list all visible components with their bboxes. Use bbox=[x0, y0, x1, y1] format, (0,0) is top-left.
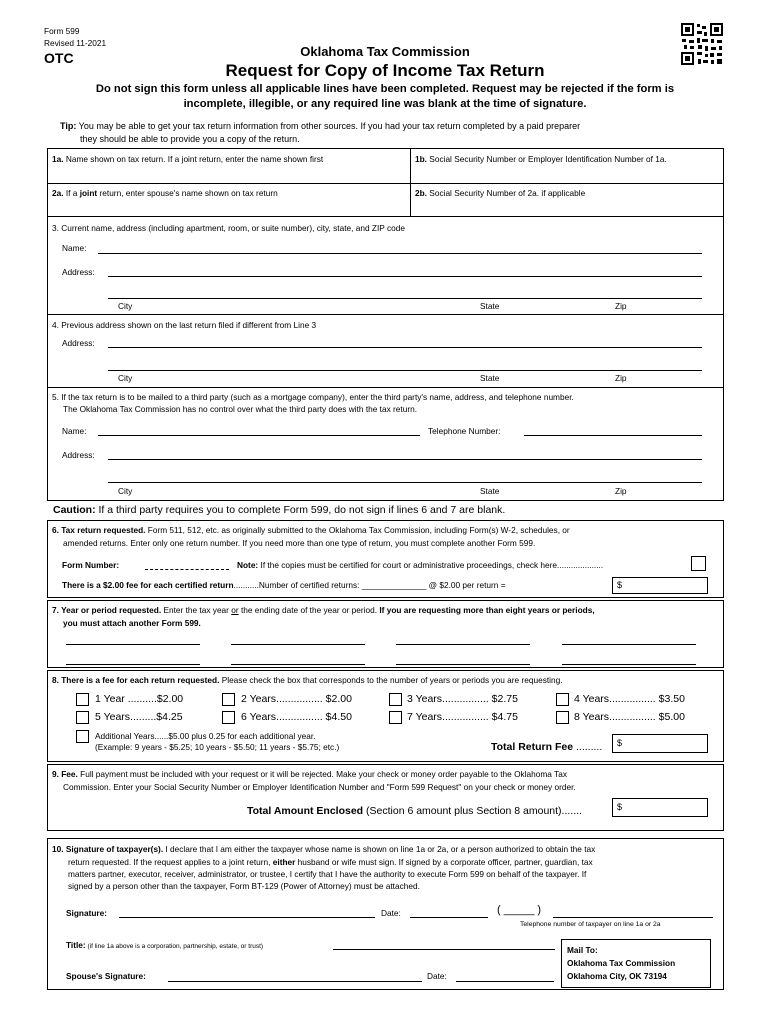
line-5-address-field[interactable] bbox=[108, 459, 702, 460]
line-3-name-field[interactable] bbox=[98, 253, 702, 254]
line-1a-label: 1a. Name shown on tax return. If a joint return, enter the name shown first bbox=[52, 154, 324, 164]
line-3-name-label: Name: bbox=[62, 243, 87, 253]
year-field-7[interactable] bbox=[396, 664, 530, 665]
line-5-address-label: Address: bbox=[62, 450, 95, 460]
fee-option-1-year: 1 Year ..........$2.00 bbox=[95, 693, 184, 705]
line-5-label-2: The Oklahoma Tax Commission has no control over what the third party does with the tax return. bbox=[63, 404, 418, 414]
certified-fee-field[interactable]: $ bbox=[612, 577, 708, 594]
year-field-3[interactable] bbox=[396, 644, 530, 645]
fee-checkbox-1-year[interactable] bbox=[76, 693, 89, 706]
date-field[interactable] bbox=[410, 917, 488, 918]
fee-option-8-years: 8 Years................ $5.00 bbox=[574, 711, 685, 723]
line-7-label-1: 7. Year or period requested. Enter the tax year or the ending date of the year or period. If you are requesting more than eight years or periods, bbox=[52, 605, 595, 615]
mail-to-address: Oklahoma City, OK 73194 bbox=[567, 971, 667, 981]
year-field-2[interactable] bbox=[231, 644, 365, 645]
qr-code-icon bbox=[680, 22, 724, 66]
line-5-name-label: Name: bbox=[62, 426, 87, 436]
mail-to-box bbox=[561, 939, 711, 988]
revised-date: Revised 11-2021 bbox=[44, 38, 107, 48]
fee-checkbox-7-years[interactable] bbox=[389, 711, 402, 724]
fee-checkbox-6-years[interactable] bbox=[222, 711, 235, 724]
fee-checkbox-8-years[interactable] bbox=[556, 711, 569, 724]
line-4-state-label: State bbox=[480, 373, 500, 383]
date-label: Date: bbox=[381, 908, 401, 918]
agency-name: Oklahoma Tax Commission bbox=[300, 44, 470, 59]
line-5-name-field[interactable] bbox=[98, 435, 420, 436]
fee-checkbox-5-years[interactable] bbox=[76, 711, 89, 724]
line-5-label-1: 5. If the tax return is to be mailed to a third party (such as a mortgage company), enter the third party's name, address, and telephone number. bbox=[52, 392, 574, 402]
year-field-5[interactable] bbox=[66, 664, 200, 665]
total-return-fee-field[interactable]: $ bbox=[612, 734, 708, 753]
page-title: Request for Copy of Income Tax Return bbox=[225, 61, 545, 80]
line-4-city-label: City bbox=[118, 373, 133, 383]
line-8-label: 8. There is a fee for each return requested. Please check the box that corresponds to the number of years or periods you are requesting. bbox=[52, 675, 563, 685]
spouse-signature-label: Spouse's Signature: bbox=[66, 971, 146, 981]
year-field-8[interactable] bbox=[562, 664, 696, 665]
certified-note: Note: If the copies must be certified for court or administrative proceedings, check here.................... bbox=[237, 560, 604, 570]
line-5-phone-label: Telephone Number: bbox=[428, 426, 501, 436]
line-2b-label: 2b. Social Security Number of 2a. if applicable bbox=[415, 188, 586, 198]
line-1b-label: 1b. Social Security Number or Employer Identification Number of 1a. bbox=[415, 154, 667, 164]
total-amount-label: Total Amount Enclosed (Section 6 amount plus Section 8 amount)....... bbox=[247, 805, 582, 817]
line-6-label-2: amended returns. Enter only one return number. If you need more than one type of return, you must complete another Form 599. bbox=[63, 538, 536, 548]
line-3-address-field-2[interactable] bbox=[108, 298, 702, 299]
certified-fee-line: There is a $2.00 fee for each certified return...........Number of certified returns: ______________ @ $2.00 per return = bbox=[62, 580, 506, 590]
spouse-date-label: Date: bbox=[427, 971, 447, 981]
spouse-signature-field[interactable] bbox=[168, 981, 422, 982]
tip-line-2: they should be able to provide you a copy of the return. bbox=[80, 134, 300, 144]
line-3-city-label: City bbox=[118, 301, 133, 311]
line-7-label-2: you must attach another Form 599. bbox=[63, 618, 201, 628]
fee-option-4-years: 4 Years................ $3.50 bbox=[574, 693, 685, 705]
total-return-fee-label: Total Return Fee ......... bbox=[491, 741, 603, 753]
fee-additional-example: (Example: 9 years - $5.25; 10 years - $5.50; 11 years - $5.75; etc.) bbox=[95, 742, 340, 752]
fee-option-6-years: 6 Years................ $4.50 bbox=[241, 711, 352, 723]
fee-checkbox-4-years[interactable] bbox=[556, 693, 569, 706]
signature-field[interactable] bbox=[119, 917, 375, 918]
title-label: Title: (if line 1a above is a corporation, partnership, estate, or trust) bbox=[66, 940, 264, 950]
line-5-phone-field[interactable] bbox=[524, 435, 702, 436]
year-field-1[interactable] bbox=[66, 644, 200, 645]
fee-option-additional: Additional Years......$5.00 plus 0.25 for each additional year. bbox=[95, 731, 316, 741]
form-number-label: Form Number: bbox=[62, 560, 120, 570]
line-10-label-4: signed by a person other than the taxpayer, Form BT-129 (Power of Attorney) must be attached. bbox=[68, 881, 420, 891]
form-number-field[interactable] bbox=[145, 569, 229, 570]
line-4-label: 4. Previous address shown on the last return filed if different from Line 3 bbox=[52, 320, 317, 330]
line-3-state-label: State bbox=[480, 301, 500, 311]
agency-short: OTC bbox=[44, 50, 74, 66]
line-10-label-3: matters partner, executor, receiver, administrator, or trustee, I certify that I have the authority to execute Form 599 on behalf of the taxpayer. If bbox=[68, 869, 587, 879]
spouse-date-field[interactable] bbox=[456, 981, 554, 982]
line-4-zip-label: Zip bbox=[615, 373, 627, 383]
warning-line-2: incomplete, illegible, or any required line was blank at the time of signature. bbox=[183, 98, 587, 110]
total-amount-field[interactable]: $ bbox=[612, 798, 708, 817]
line-5-state-label: State bbox=[480, 486, 500, 496]
year-field-4[interactable] bbox=[562, 644, 696, 645]
year-field-6[interactable] bbox=[231, 664, 365, 665]
warning-line-1: Do not sign this form unless all applicable lines have been completed. Request may be rejected if the form is bbox=[95, 83, 675, 95]
fee-checkbox-3-years[interactable] bbox=[389, 693, 402, 706]
fee-option-7-years: 7 Years................ $4.75 bbox=[407, 711, 518, 723]
tip-line-1: Tip: You may be able to get your tax return information from other sources. If you had your tax return completed by a paid preparer bbox=[60, 121, 581, 131]
line-9-label-2: Commission. Enter your Social Security Number or Employer Identification Number and "Form 599 Request" on your check or money order. bbox=[63, 782, 576, 792]
line-3-address-label: Address: bbox=[62, 267, 95, 277]
line-2a-label: 2a. If a joint return, enter spouse's name shown on tax return bbox=[52, 188, 278, 198]
fee-checkbox-additional[interactable] bbox=[76, 730, 89, 743]
line-4-address-field-2[interactable] bbox=[108, 370, 702, 371]
title-field[interactable] bbox=[333, 949, 555, 950]
phone-area-code[interactable]: ( _____ ) bbox=[497, 904, 542, 916]
line-6-label-1: 6. Tax return requested. Form 511, 512, etc. as originally submitted to the Oklahoma Tax Commission, including Form(s) W-2, schedules, or bbox=[52, 525, 570, 535]
line-9-label-1: 9. Fee. Full payment must be included with your request or it will be rejected. Make your check or money order payable to the Oklahoma Tax bbox=[52, 769, 567, 779]
fee-option-2-years: 2 Years................ $2.00 bbox=[241, 693, 352, 705]
mail-to-agency: Oklahoma Tax Commission bbox=[567, 958, 676, 968]
line-10-label-2: return requested. If the request applies to a joint return, either husband or wife must sign. If signed by a corporate officer, partner, guardian, tax bbox=[68, 857, 593, 867]
line-4-address-label: Address: bbox=[62, 338, 95, 348]
line-3-zip-label: Zip bbox=[615, 301, 627, 311]
line-5-city-label: City bbox=[118, 486, 133, 496]
mail-to-label: Mail To: bbox=[567, 945, 598, 955]
fee-option-3-years: 3 Years................ $2.75 bbox=[407, 693, 518, 705]
form-number: Form 599 bbox=[44, 26, 80, 36]
line-3-label: 3. Current name, address (including apartment, room, or suite number), city, state, and ZIP code bbox=[52, 223, 405, 233]
phone-field[interactable] bbox=[553, 917, 713, 918]
certified-checkbox[interactable] bbox=[691, 556, 706, 571]
fee-checkbox-2-years[interactable] bbox=[222, 693, 235, 706]
line-5-zip-label: Zip bbox=[615, 486, 627, 496]
line-4-address-field[interactable] bbox=[108, 347, 702, 348]
line-5-address-field-2[interactable] bbox=[108, 482, 702, 483]
caution-note: Caution: If a third party requires you to complete Form 599, do not sign if lines 6 and 7 are blank. bbox=[53, 504, 506, 516]
line-3-address-field[interactable] bbox=[108, 276, 702, 277]
line-10-label-1: 10. Signature of taxpayer(s). I declare that I am either the taxpayer whose name is shown on line 1a or 2a, or a person authorized to obtain the tax bbox=[52, 844, 596, 854]
signature-label: Signature: bbox=[66, 908, 108, 918]
fee-option-5-years: 5 Years.........$4.25 bbox=[95, 711, 183, 723]
phone-caption: Telephone number of taxpayer on line 1a or 2a bbox=[520, 921, 661, 928]
